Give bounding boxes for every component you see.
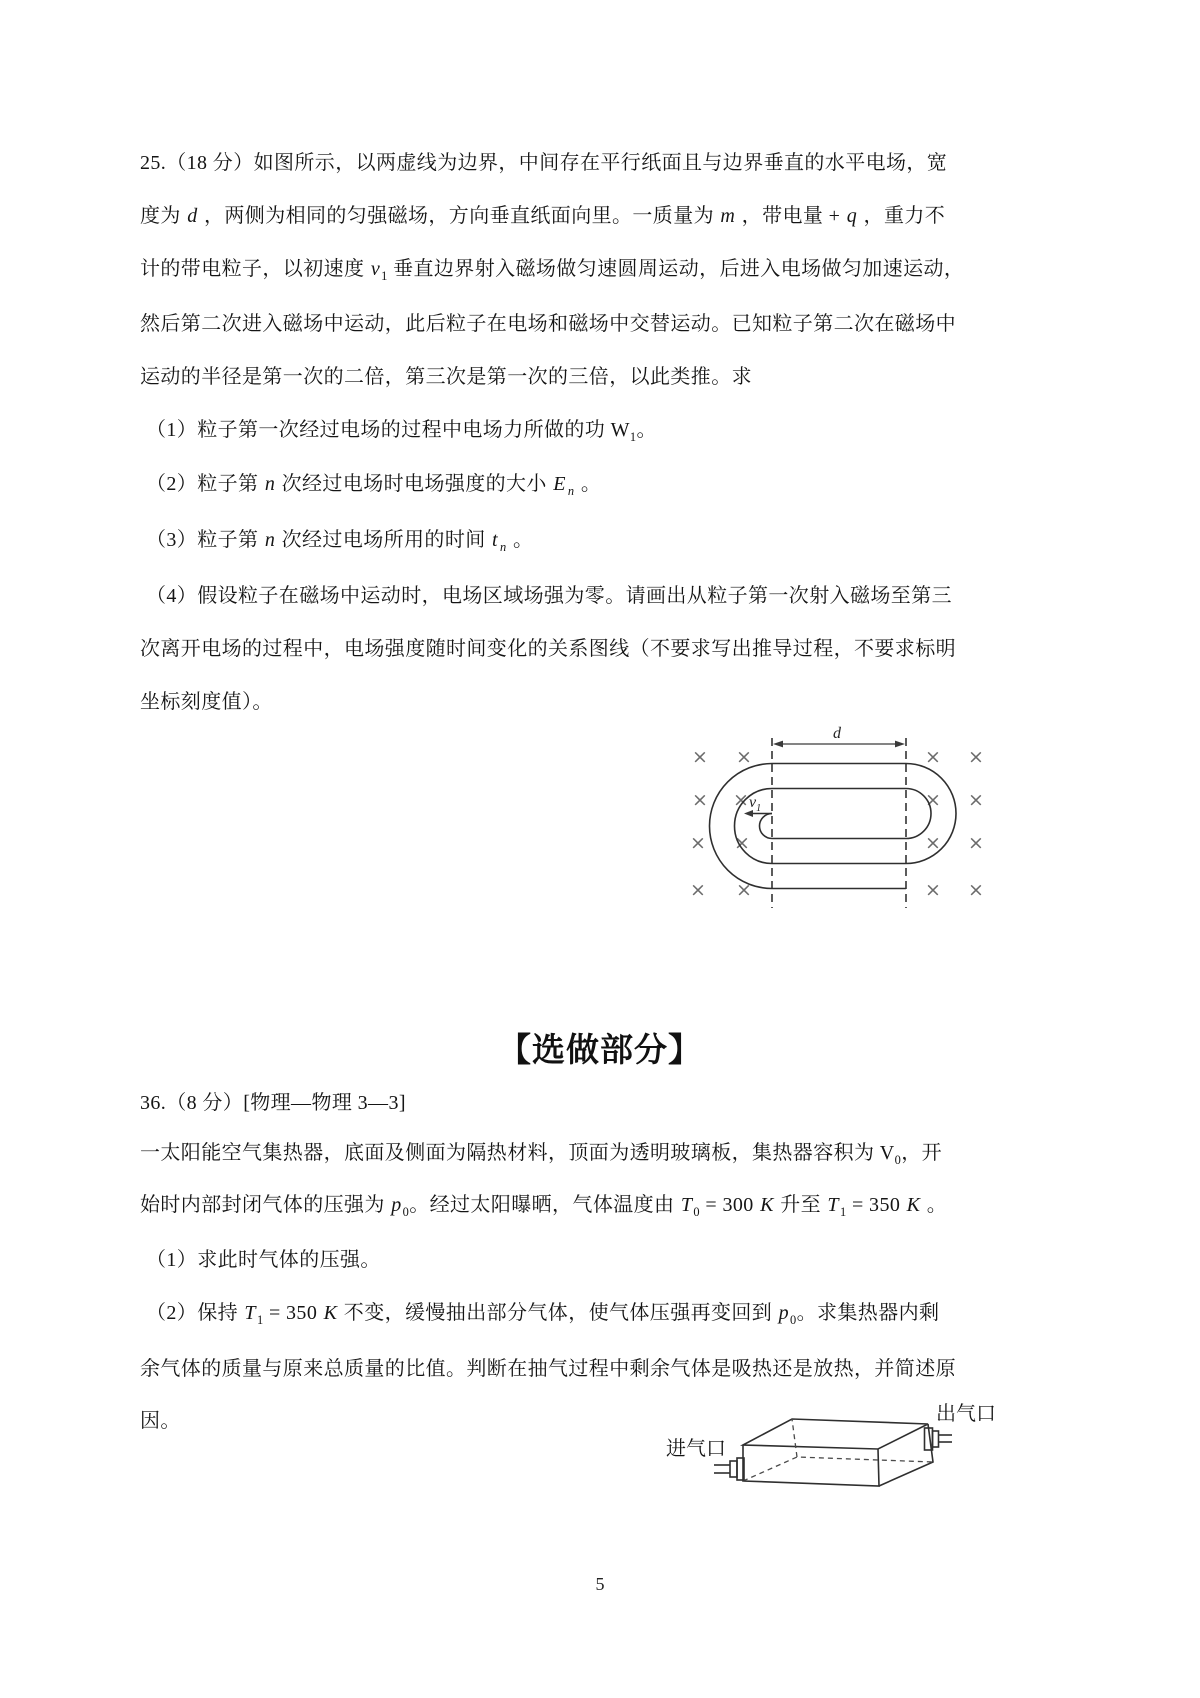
field-into-page-cross: × <box>968 746 984 768</box>
box-hidden-edges <box>743 1419 933 1481</box>
text-line: （4）假设粒子在磁场中运动时，电场区域场强为零。请画出从粒子第一次射入磁场至第三 <box>146 585 952 607</box>
field-into-page-cross: × <box>736 879 752 901</box>
field-into-page-cross: × <box>968 879 984 901</box>
section-header: 【选做部分】 <box>498 1031 702 1068</box>
page-number: 5 <box>595 1574 605 1594</box>
field-into-page-cross: × <box>733 789 749 811</box>
text-line: 运动的半径是第一次的二倍，第三次是第一次的三倍，以此类推。求 <box>140 366 752 388</box>
text-line: 坐标刻度值）。 <box>140 691 273 713</box>
field-into-page-cross: × <box>734 832 750 854</box>
d-dimension-label: d <box>833 725 841 742</box>
inlet-pipe <box>714 1458 744 1480</box>
text-line: 一太阳能空气集热器，底面及侧面为隔热材料，顶面为透明玻璃板，集热器容积为 $V_0$，开 <box>140 1142 943 1167</box>
v1-velocity-label: $v_1$ <box>749 794 762 814</box>
text-line: 始时内部封闭气体的压强为 $p_0$。经过太阳曝晒，气体温度由 $T_0 = 300$ K 升至 $T_1 = 350$ K 。 <box>140 1194 948 1219</box>
text-line: 36.（8 分）[物理—物理 3—3] <box>140 1092 406 1114</box>
text-line: 余气体的质量与原来总质量的比值。判断在抽气过程中剩余气体是吸热还是放热，并简述原 <box>140 1358 956 1380</box>
field-into-page-cross: × <box>690 832 706 854</box>
text-line: （1）粒子第一次经过电场的过程中电场力所做的功 $W_1$。 <box>146 419 657 444</box>
text-line: （3）粒子第 n 次经过电场所用的时间 t $_n$ 。 <box>146 529 534 554</box>
field-into-page-cross: × <box>736 746 752 768</box>
text-line: 然后第二次进入磁场中运动，此后粒子在电场和磁场中交替运动。已知粒子第二次在磁场中 <box>140 313 956 335</box>
outlet-label: 出气口 <box>936 1403 996 1425</box>
field-into-page-cross: × <box>925 832 941 854</box>
field-into-page-cross: × <box>690 879 706 901</box>
field-into-page-cross: × <box>925 746 941 768</box>
field-into-page-cross: × <box>925 879 941 901</box>
inlet-label: 进气口 <box>666 1438 726 1460</box>
initial-velocity-arrow <box>744 794 772 817</box>
field-into-page-cross: × <box>968 832 984 854</box>
d-dimension <box>773 725 905 747</box>
text-line: （2）粒子第 n 次经过电场时电场强度的大小 E $_n$ 。 <box>146 473 602 498</box>
fig-particle-field <box>640 690 1000 925</box>
box-top-face <box>743 1419 928 1449</box>
text-line: （2）保持 $T_1 = 350$ K 不变，缓慢抽出部分气体，使气体压强再变回到 $p_0$。求集热器内剩 <box>146 1302 940 1327</box>
box-front-face <box>743 1445 879 1486</box>
field-into-page-cross: × <box>925 789 941 811</box>
particle-trajectory <box>710 764 956 889</box>
field-into-page-cross: × <box>968 789 984 811</box>
text-line: 因。 <box>140 1410 181 1432</box>
text-line: 次离开电场的过程中，电场强度随时间变化的关系图线（不要求写出推导过程，不要求标明 <box>140 638 956 660</box>
text-line: 计的带电粒子，以初速度 $v_1$ 垂直边界射入磁场做匀速圆周运动，后进入电场做匀加速运动， <box>140 258 965 283</box>
text-line: 度为 d ，两侧为相同的匀强磁场，方向垂直纸面向里。一质量为 m ，带电量 + q ，重力不 <box>140 205 946 227</box>
fig-solar-collector <box>600 1390 1000 1505</box>
text-line: 25.（18 分）如图所示，以两虚线为边界，中间存在平行纸面且与边界垂直的水平电场，宽 <box>140 152 948 174</box>
collector-box <box>743 1419 933 1486</box>
text-line: （1）求此时气体的压强。 <box>146 1249 381 1271</box>
field-into-page-cross: × <box>692 746 708 768</box>
field-into-page-cross: × <box>692 789 708 811</box>
